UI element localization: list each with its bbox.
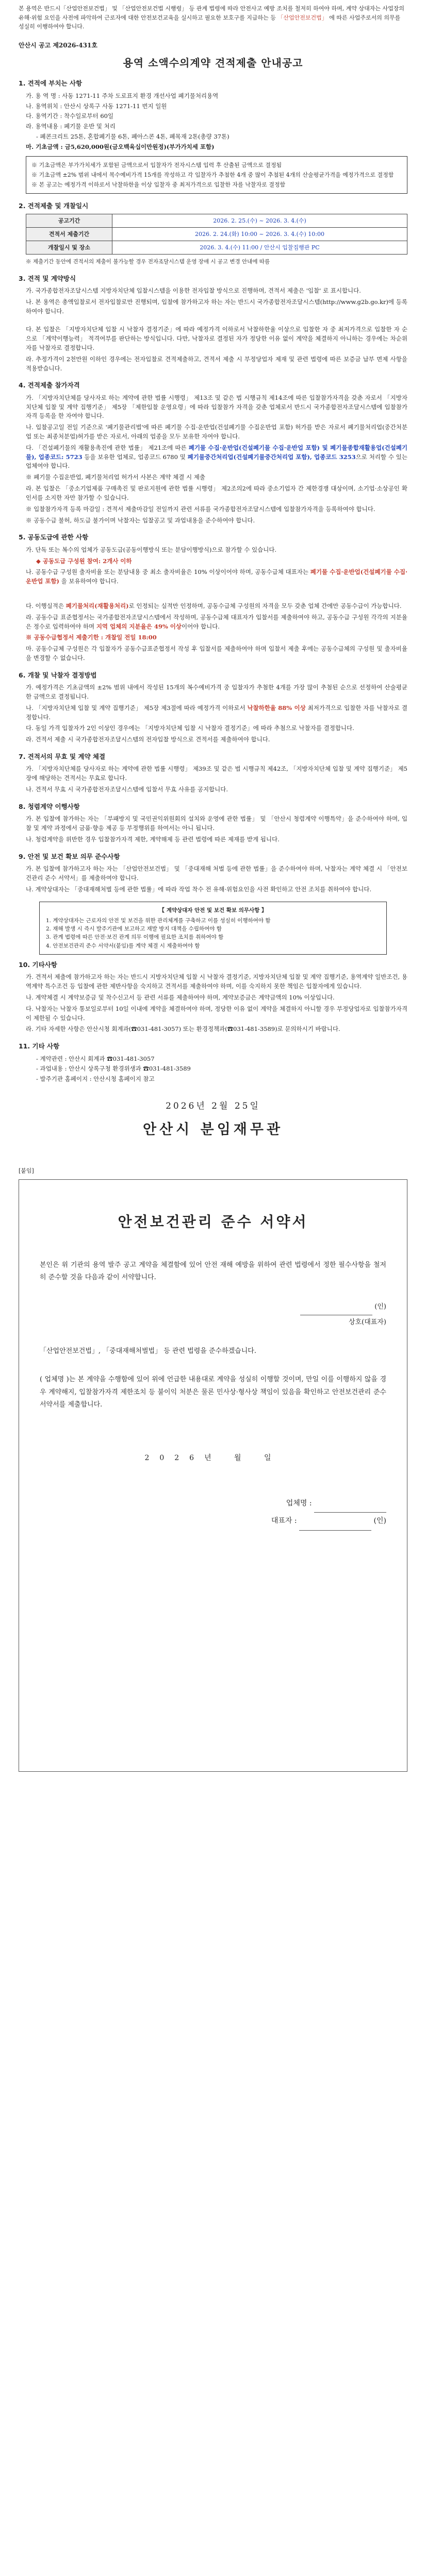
s4-p3-text-e: 으로 처리할 수 있는 업체여야 합니다.: [26, 453, 407, 470]
intro-text-c: 에 따른 사업주로서의 의무를 성실히 이행하여야 합니다.: [19, 14, 401, 30]
s6-para-threshold: [26, 704, 407, 722]
s5-para-representative: [26, 568, 407, 586]
s5b-p1-text: 다. 이행실적은: [26, 602, 66, 609]
safety-box-line: 1. 계약상대자는 근로자의 안전 및 보건을 위한 관리체계를 구축하고 이를 성실히 이행하여야 함: [46, 917, 271, 924]
section-9: [19, 852, 407, 894]
s9-para: 나. 계약상대자는 「중대재해처벌 등에 관한 법률」에 따라 작업 착수 전 유해·위험요인을 사전 확인하고 안전 조치를 취하여야 합니다.: [26, 885, 372, 893]
section-6-title: 6. 개찰 및 낙찰자 결정방법: [19, 671, 97, 679]
s5-consortium-limit: ◆ 공동도급 구성원 참여: 2개사 이하: [36, 557, 132, 565]
s11-item: - 발주기관 홈페이지 : 안산시청 홈페이지 참고: [36, 1075, 155, 1083]
s5-p2-text: 나. 공동수급 구성원 출자비율 또는 분담내용 중 최소 출자비율은 10% 이상이어야 하며, 공동수급체 대표자는: [26, 568, 310, 576]
attachment-law-pledge: 「산업안전보건법」, 「중대재해처벌법」 등 관련 법령을 준수하겠습니다.: [40, 1347, 256, 1355]
attachment-final-signer: [40, 1495, 386, 1531]
attachment-label: [붙임]: [19, 1167, 34, 1175]
intro-text-a: 본 용역은 반드시「산업안전보건법」 및 「산업안전보건법 시행령」 등 관계 법령에 따라 안전사고 예방 조치를 철저히 하여야 하며, 계약 상대자는 사업장의 유해·위험 요인을 사전에 파악하여 근로자에 대한 안전보건교육을 실시하고 필요한 보호구를 지급하는 등: [19, 5, 404, 21]
section-11-title: 11. 기타 사항: [19, 1042, 60, 1050]
s1-item: 다. 용역기간 : 착수일로부터 60일: [26, 112, 114, 120]
s4-para: ※ 입찰참가자격 등록 마감일 : 견적서 제출마감일 전일까지 관련 서류를 국가종합전자조달시스템에 입찰참가자격을 등록하여야 합니다.: [26, 505, 375, 513]
s7-para: 나. 견적서 무효 시 국가종합전자조달시스템에 입찰서 무효 사유를 공지합니다.: [26, 786, 228, 793]
section-7: [19, 752, 407, 794]
s11-item: - 계약관련 : 안산시 회계과 ☎031-481-3057: [36, 1055, 155, 1062]
s9-para: 가. 본 입찰에 참가하고자 하는 자는 「산업안전보건법」 및 「중대재해 처벌 등에 관한 법률」을 준수하여야 하며, 낙찰자는 계약 체결 시 「안전보건관리 준수 서약서」를 제출하여야 합니다.: [26, 865, 407, 882]
s3-para: 나. 본 용역은 총액입찰로서 전자입찰로만 진행되며, 입찰에 참가하고자 하는 자는 반드시 국가종합전자조달시스템(http://www.g2b.go.kr)에 등록하여야 합니다.: [26, 298, 407, 315]
section-7-title: 7. 견적서의 무효 및 계약 체결: [19, 753, 106, 761]
notice-date: 2026년 2월 25일: [166, 1100, 260, 1111]
company-field: [314, 1495, 386, 1513]
s5b-p1-text-b: 로 인정되는 실적만 인정하며, 공동수급체 구성원의 자격을 모두 갖춘 업체 간에만 공동수급이 가능합니다.: [128, 602, 402, 609]
schedule-label: 견적서 제출기간: [26, 228, 112, 241]
s5-p2-text-b: 을 보유하여야 합니다.: [59, 578, 119, 585]
table-row: [26, 214, 407, 228]
ceo-field: [299, 1513, 371, 1531]
s4-p3-note: ※ 폐기물 수집운반업, 폐기물처리업 허가서 사본은 계약 체결 시 제출: [26, 473, 205, 481]
attachment-commitment: ( 업체명 )는 본 계약을 수행함에 있어 위에 언급한 내용대로 계약을 성실히 이행할 것이며, 만일 이를 이행하지 않을 경우 계약해지, 입찰참가자격 제한조치 등 불이익 처분은 물론 민사상·형사상 책임이 있음을 확인하고 안전보건관리 준수 서약서를 제출합니다.: [40, 1375, 386, 1409]
issuer-signature: 안산시 분임재무관: [142, 1122, 284, 1138]
attachment-signer-block: [40, 1300, 386, 1330]
section-9-title: 9. 안전 및 보건 확보 의무 준수사항: [19, 852, 120, 860]
section-5-title: 5. 공동도급에 관한 사항: [19, 533, 89, 541]
s1-box-line: ※ 기초금액 ±2% 범위 내에서 복수예비가격 15개를 작성하고 각 입찰자가 추첨한 4개 중 많이 추첨된 4개의 산술평균가격을 예정가격으로 결정함: [31, 171, 394, 178]
s6-para: 다. 동일 가격 입찰자가 2인 이상인 경우에는 「지방자치단체 입찰 시 낙찰자 결정기준」에 따라 추첨으로 낙찰자를 결정합니다.: [26, 724, 354, 732]
s10-item: 다. 낙찰자는 낙찰자 통보일로부터 10일 이내에 계약을 체결하여야 하며, 정당한 이유 없이 계약을 체결하지 아니할 경우 부정당업자로 입찰참가자격이 제한될 수 있습니다.: [26, 1005, 407, 1022]
section-1-title: 1. 견적에 부치는 사항: [19, 79, 83, 88]
schedule-label: 공고기간: [26, 214, 112, 228]
s6-para: 라. 견적서 제출 시 국가종합전자조달시스템의 전자입찰 방식으로 견적서를 제출하여야 합니다.: [26, 736, 270, 743]
s4-p3-text-c: 등을 보유한 업체로, 업종코드 6780 및: [82, 453, 188, 461]
s4-p3-license-b: 폐기물중간처리업(건설폐기물중간처리업 포함), 업종코드 3253: [187, 453, 356, 461]
schedule-value: 2026. 2. 25.(수) ~ 2026. 3. 4.(수): [112, 214, 407, 228]
s1-item: 나. 용역위치 : 안산시 상록구 사동 1271-11 번지 일원: [26, 102, 167, 110]
notice-number: 안산시 공고 제2026-431호: [19, 41, 97, 49]
table-row: [26, 241, 407, 255]
s4-para: ※ 공동수급 불허, 하도급 불가이며 낙찰자는 입찰공고 및 과업내용을 준수하여야 합니다.: [26, 516, 255, 524]
s4-para: 가. 「지방자치단체를 당사자로 하는 계약에 관한 법률 시행령」 제13조 및 같은 법 시행규칙 제14조에 따른 입찰참가자격을 갖춘 자로서 「지방자치단체 입찰 및 계약 집행기준」 제5장 「제한입찰 운영요령」에 따라 입찰참가 자격을 갖춘 업체로서 반드시 국가종합전자조달시스템에 입찰참가자격 등록을 한 자여야 합니다.: [26, 394, 407, 420]
s5b-p2-text: 라. 공동수급 표준협정서는 국가종합전자조달시스템에서 작성하며, 공동수급체 대표자가 입찰서를 제출하여야 하고, 공동수급 구성원 각각의 지분율은 정수로 입력하여야 하며: [26, 613, 407, 630]
s5b-p1-highlight: 폐기물처리(재활용처리): [65, 602, 129, 609]
company-label: 업체명 :: [286, 1499, 312, 1507]
s1-box-line: ※ 기초금액은 부가가치세가 포함된 금액으로서 입찰자가 전자시스템 입력 후 산출된 금액으로 결정됨: [31, 161, 282, 168]
s4-para-qualification: [26, 444, 407, 471]
s4-para: 나. 입찰공고일 전일 기준으로 '폐기물관리법'에 따른 폐기물 수집·운반업(건설폐기물 수집운반업 포함) 허가를 받은 자로서 폐기물처리업(중간처분업 또는 최종처분업)허가를 받은 자로서, 아래의 업종을 모두 보유한 자여야 합니다.: [26, 423, 407, 440]
section-6: [19, 670, 407, 744]
schedule-value: 2026. 2. 24.(화) 10:00 ~ 2026. 3. 4.(수) 10:00: [112, 228, 407, 241]
section-3-title: 3. 견적 및 계약방식: [19, 274, 76, 282]
s4-p3-license-a: 폐기물 수집·운반업(건설폐기물 수집·운반업 포함) 및 폐기물종합재활용업(건설폐기물), 업종코드: 5723: [26, 444, 407, 461]
s1-box-line: ※ 본 공고는 예정가격 이하로서 낙찰하한율 이상 입찰자 중 최저가격으로 입찰한 자를 낙찰자로 결정함: [31, 181, 286, 188]
signer-name-field: [300, 1300, 372, 1315]
section-8-title: 8. 청렴계약 이행사항: [19, 802, 80, 810]
ceo-seal-label: (인): [373, 1517, 386, 1526]
section-10: [19, 960, 407, 1034]
s6-para: 가. 예정가격은 기초금액의 ±2% 범위 내에서 작성된 15개의 복수예비가격 중 입찰자가 추첨한 4개를 가장 많이 추첨된 순으로 선정하여 산술평균한 금액으로 결정됩니다.: [26, 684, 407, 701]
intro-law-name: 「산업안전보건법」: [277, 14, 327, 21]
s10-item: 나. 계약체결 시 계약보증금 및 착수신고서 등 관련 서류를 제출하여야 하며, 계약보증금은 계약금액의 10% 이상입니다.: [26, 993, 335, 1001]
s3-para: 다. 본 입찰은 「지방자치단체 입찰 시 낙찰자 결정기준」에 따라 예정가격 이하로서 낙찰하한율 이상으로 입찰한 자 중 최저가격으로 입찰한 자 순으로 「계약이행능력」 적격여부를 판단하는 방식입니다. 다만, 낙찰자로 결정된 자가 정당한 이유 없이 계약을 체결하지 아니하는 경우에는 차순위자를 낙찰자로 결정합니다.: [26, 326, 407, 351]
section-3: [19, 274, 407, 374]
schedule-value: 2026. 3. 4.(수) 11:00 / 안산시 입찰집행관 PC: [112, 241, 407, 255]
schedule-label: 개찰일시 및 장소: [26, 241, 112, 255]
s1-item: - 폐콘크리트 25톤, 혼합폐기물 6톤, 폐아스콘 4톤, 폐목재 2톤(총량 37톤): [36, 133, 230, 140]
signer-sub-label: 상호(대표자): [349, 1318, 386, 1326]
schedule-table: [26, 214, 407, 255]
ceo-label: 대표자 :: [271, 1517, 297, 1526]
safety-box-line: 4. 안전보건관리 준수 서약서(붙임)를 계약 체결 시 제출하여야 함: [46, 942, 200, 949]
s5-para: 가. 단독 또는 복수의 업체가 공동도급(공동이행방식 또는 분담이행방식)으로 참가할 수 있습니다.: [26, 546, 277, 553]
s11-item: - 과업내용 : 안산시 상록구청 환경위생과 ☎031-481-3589: [36, 1065, 191, 1073]
s5-p2-license: 폐기물 수집·운반업(건설폐기물 수집·운반업 포함): [26, 568, 407, 585]
signer-seal-label: (인): [374, 1302, 386, 1311]
s5b-para-record: [26, 602, 407, 611]
s5b-para: 마. 공동수급체 구성원은 각 입찰자가 공동수급표준협정서 작성 후 입찰서를 제출하여야 하며 입찰서 제출 후에는 공동수급체의 구성원 및 출자비율을 변경할 수 없습니다.: [26, 645, 407, 662]
s5b-para-ratio: [26, 613, 407, 632]
safety-box-line: 2. 재해 발생 시 즉시 발주기관에 보고하고 재발 방지 대책을 수립하여야 함: [46, 926, 222, 933]
s10-item: 가. 견적서 제출에 참가하고자 하는 자는 반드시 지방자치단체 입찰 시 낙찰자 결정기준, 지방자치단체 입찰 및 계약 집행기준, 용역계약 일반조건, 용역계약 특수조건 등 입찰에 관한 제반사항을 숙지하고 견적서를 제출하여야 하며, 이를 숙지하지 못한 책임은 입찰자에게 있습니다.: [26, 973, 407, 990]
attachment-date: 2026년 월 일: [144, 1453, 282, 1462]
safety-box-title: 【 계약상대자 안전 및 보건 확보 의무사항 】: [159, 907, 267, 913]
schedule-note: ※ 제출기간 동안에 견적서의 제출이 불가능할 경우 전자조달시스템 운영 장애 시 공고 변경 안내에 따름: [26, 259, 270, 265]
attachment-pledge-form: [19, 1179, 407, 1772]
attachment-body: 본인은 위 기관의 용역 발주 공고 계약을 체결함에 있어 안전 재해 예방을 위하여 관련 법령에서 정한 필수사항을 철저히 준수할 것을 다음과 같이 서약합니다.: [40, 1261, 386, 1282]
section-2-title: 2. 견적제출 및 개찰일시: [19, 201, 89, 210]
s10-item: 라. 기타 자세한 사항은 안산시청 회계과(☎031-481-3057) 또는 환경정책과(☎031-481-3589)로 문의하시기 바랍니다.: [26, 1025, 340, 1033]
intro-paragraph: [19, 4, 407, 31]
s1-item: 가. 용 역 명 : 사동 1271-11 주차 도로표지 환경 개선사업 폐기물처리용역: [26, 92, 219, 99]
s5b-deadline: ※ 공동수급협정서 제출기한 : 개찰일 전일 18:00: [26, 634, 157, 641]
section-2: [19, 201, 407, 266]
s4-para: 라. 본 입찰은 「중소기업제품 구매촉진 및 판로지원에 관한 법률 시행령」 제2조의2에 따라 중소기업자 간 제한경쟁 대상이며, 소기업·소상공인 확인서를 소지한 자만 참가할 수 있습니다.: [26, 485, 407, 501]
attachment-title: 안전보건관리 준수 서약서: [118, 1213, 308, 1231]
s1-item-budget: 마. 기초금액 : 금5,620,000원(금오백육십이만원정)(부가가치세 포함): [26, 143, 215, 150]
s1-item: 라. 용역내용 : 폐기물 운반 및 처리: [26, 123, 116, 130]
s5b-p2-text-b: 이어야 합니다.: [181, 622, 220, 630]
section-10-title: 10. 기타사항: [19, 960, 57, 969]
section-1: [19, 78, 407, 193]
s6-p2-highlight: 낙찰하한율 88% 이상: [247, 704, 306, 711]
section-8: [19, 802, 407, 844]
table-row: [26, 228, 407, 241]
s7-para: 가. 「지방자치단체를 당사자로 하는 계약에 관한 법률 시행령」 제39조 및 같은 법 시행규칙 제42조, 「지방자치단체 입찰 및 계약 집행기준」 제5장에 해당하는 견적서는 무효로 합니다.: [26, 765, 407, 782]
section-5-continued: [19, 602, 407, 663]
safety-obligation-box: [39, 902, 387, 955]
s8-para: 나. 청렴계약을 위반한 경우 입찰참가자격 제한, 계약해제 등 관련 법령에 따른 제재를 받게 됩니다.: [26, 835, 280, 843]
s1-notice-box: [26, 156, 407, 194]
section-4: [19, 380, 407, 525]
s4-p3-text: 다. 「건설폐기물의 재활용촉진에 관한 법률」 제21조에 따른: [26, 444, 189, 451]
section-4-title: 4. 견적제출 참가자격: [19, 381, 80, 389]
s3-para: 가. 국가종합전자조달시스템 지방자치단체 입찰시스템을 이용한 전자입찰 방식으로 진행하며, 견적서 제출은 '입찰' 로 표시합니다.: [26, 286, 361, 294]
section-11: [19, 1041, 407, 1084]
safety-box-line: 3. 관계 법령에 따른 안전·보건 관계 의무 이행에 필요한 조치를 취하여야 함: [46, 934, 224, 941]
s5b-p2-highlight: 지역 업체의 지분율은 49% 이상: [96, 622, 182, 630]
page-title: 용역 소액수의계약 견적제출 안내공고: [123, 57, 303, 70]
s8-para: 가. 본 입찰에 참가하는 자는 「부패방지 및 국민권익위원회의 설치와 운영에 관한 법률」 및 「안산시 청렴계약 이행특약」을 준수하여야 하며, 입찰 및 계약 과정에서 금품·향응 제공 등 부정행위를 하여서는 아니 됩니다.: [26, 815, 407, 832]
s6-p2-text: 나. 「지방자치단체 입찰 및 계약 집행기준」 제5장 제3절에 따라 예정가격 이하로서: [26, 704, 248, 711]
section-5: [19, 532, 407, 586]
s6-p2-text-b: 최저가격으로 입찰한 자를 낙찰자로 결정합니다.: [26, 704, 407, 721]
s3-para: 라. 추정가격이 2천만원 이하인 경우에는 전자입찰로 견적제출하고, 견적서 제출 시 부정당업자 제재 및 관련 법령에 따른 보증금 납부 면제 사항을 적용받습니다.: [26, 355, 407, 372]
